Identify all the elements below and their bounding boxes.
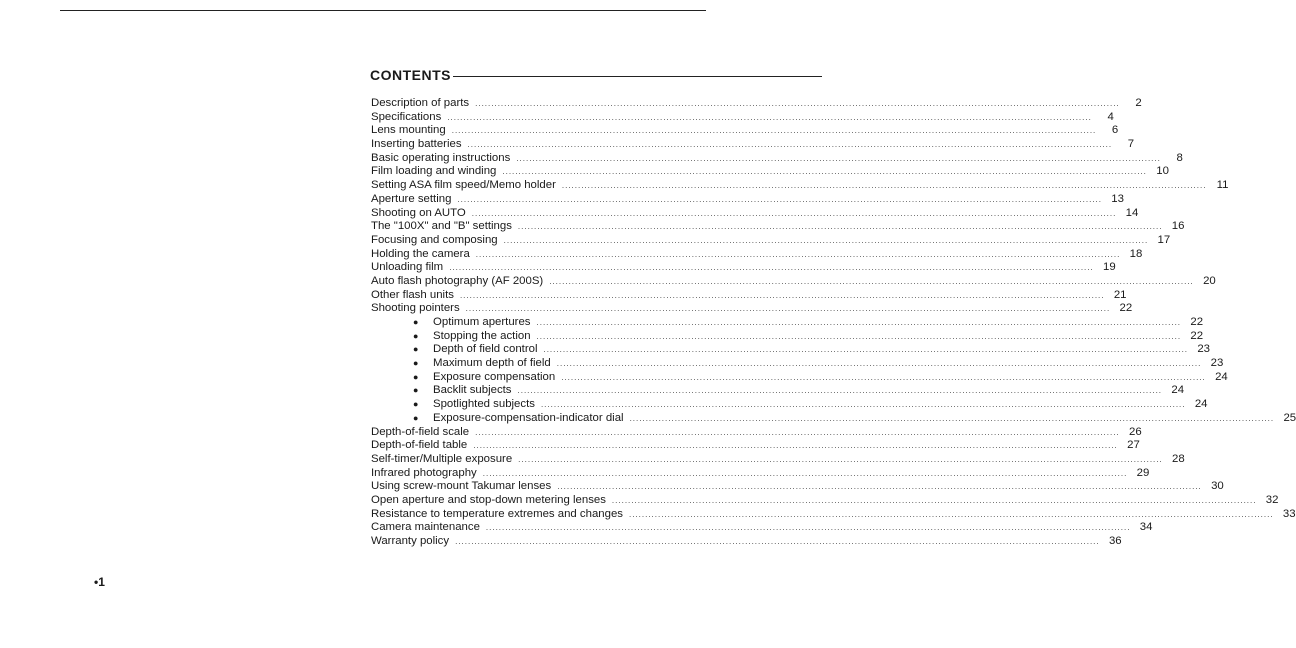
contents-heading-row — [370, 67, 822, 83]
toc-entry — [371, 151, 1183, 166]
toc-entry — [371, 124, 1119, 138]
toc-page-number: 7 — [1127, 138, 1135, 151]
dot-leader: ........................................................................................................................................................................................................ — [517, 222, 1163, 232]
toc-entry — [371, 274, 1216, 289]
toc-entry-title: Depth-of-field table — [371, 439, 468, 452]
toc-entry — [371, 288, 1127, 303]
toc-page-number: 36 — [1108, 535, 1122, 547]
toc-entry — [371, 206, 1139, 221]
toc-entry — [371, 425, 1142, 440]
toc-page-number: 22 — [1119, 302, 1133, 315]
dot-leader: ........................................................................................................................................................................................................ — [557, 482, 1202, 492]
dot-leader: ........................................................................................................................................................................................................ — [540, 400, 1186, 410]
toc-page-number: 2 — [1135, 97, 1142, 109]
toc-entry — [371, 192, 1124, 207]
toc-entry — [371, 138, 1135, 152]
dot-leader: ........................................................................................................................................................................................................ — [502, 167, 1147, 177]
toc-page-number: 6 — [1111, 124, 1119, 137]
dot-leader: ........................................................................................................................................................................................................ — [465, 304, 1111, 314]
toc-sub-entry — [371, 411, 1296, 426]
dot-leader: ........................................................................................................................................................................................................ — [543, 345, 1189, 355]
toc-entry — [371, 233, 1171, 248]
dot-leader: ........................................................................................................................................................................................................ — [459, 290, 1105, 300]
toc-entry-title: The "100X" and "B" settings — [371, 220, 512, 233]
toc-sub-entry — [371, 329, 1204, 344]
toc-page-number: 26 — [1129, 425, 1142, 438]
toc-entry-title: Auto flash photography (AF 200S) — [371, 274, 544, 287]
toc-entry-title: Depth of field control — [433, 343, 538, 356]
toc-page-number: 21 — [1113, 288, 1127, 301]
toc-entry-title: Spotlighted subjects — [433, 398, 535, 411]
dot-leader: ........................................................................................................................................................................................................ — [536, 318, 1182, 327]
dot-leader: ........................................................................................................................................................................................................ — [549, 276, 1194, 286]
bullet-icon: ● — [413, 344, 419, 355]
toc-entry — [371, 439, 1140, 453]
toc-entry — [371, 452, 1185, 467]
toc-sub-entry — [371, 357, 1224, 371]
toc-entry — [371, 493, 1279, 508]
toc-page-number: 18 — [1129, 247, 1143, 260]
contents-heading: CONTENTS — [370, 67, 451, 83]
toc-entry — [371, 302, 1133, 316]
toc-entry-title: Infrared photography — [371, 466, 477, 479]
dot-leader: ........................................................................................................................................................................................................ — [451, 126, 1097, 136]
dot-leader: ........................................................................................................................................................................................................ — [517, 386, 1163, 396]
toc-entry-title: Inserting batteries — [371, 138, 462, 151]
toc-entry-title: Using screw-mount Takumar lenses — [371, 480, 552, 493]
table-of-contents — [371, 97, 1296, 549]
toc-entry-title: Shooting on AUTO — [371, 206, 466, 219]
toc-entry — [371, 179, 1229, 193]
toc-page-number: 30 — [1211, 480, 1224, 493]
dot-leader: ........................................................................................................................................................................................................ — [503, 235, 1149, 245]
dot-leader: ........................................................................................................................................................................................................ — [561, 372, 1206, 382]
bullet-icon: ● — [413, 399, 419, 410]
toc-entry — [371, 466, 1150, 481]
dot-leader: ........................................................................................................................................................................................................ — [473, 441, 1118, 451]
dot-leader: ........................................................................................................................................................................................................ — [471, 208, 1117, 218]
toc-page-number: 10 — [1156, 165, 1169, 178]
toc-entry-title: Open aperture and stop-down metering lenses — [371, 493, 606, 506]
toc-entry-title: Depth-of-field scale — [371, 425, 470, 438]
toc-entry-title: Film loading and winding — [371, 165, 497, 178]
dot-leader: ........................................................................................................................................................................................................ — [611, 495, 1257, 505]
dot-leader: ........................................................................................................................................................................................................ — [556, 359, 1202, 369]
toc-page-number: 22 — [1190, 329, 1204, 342]
dot-leader: ........................................................................................................................................................................................................ — [516, 153, 1161, 163]
toc-entry-title: Camera maintenance — [371, 521, 480, 534]
dot-leader: ........................................................................................................................................................................................................ — [475, 427, 1120, 437]
dot-leader: ........................................................................................................................................................................................................ — [518, 454, 1163, 464]
dot-leader: ........................................................................................................................................................................................................ — [485, 523, 1131, 533]
toc-entry — [371, 521, 1153, 535]
dot-leader: ........................................................................................................................................................................................................ — [629, 413, 1275, 423]
toc-page-number: 13 — [1111, 192, 1124, 205]
toc-entry-title: Description of parts — [371, 97, 470, 109]
toc-page-number: 14 — [1125, 206, 1139, 219]
toc-entry-title: Unloading film — [371, 261, 444, 274]
toc-entry-title: Stopping the action — [433, 329, 531, 342]
dot-leader: ........................................................................................................................................................................................................ — [449, 263, 1094, 273]
toc-page-number: 22 — [1190, 316, 1204, 328]
toc-page-number: 20 — [1203, 274, 1216, 287]
bullet-icon: ● — [413, 358, 419, 369]
toc-page-number: 34 — [1139, 521, 1153, 534]
toc-entry-title: Basic operating instructions — [371, 151, 511, 164]
toc-entry — [371, 165, 1169, 179]
toc-entry-title: Shooting pointers — [371, 302, 460, 315]
bullet-icon: ● — [413, 412, 419, 423]
toc-entry — [371, 261, 1116, 275]
bullet-icon: ● — [413, 330, 419, 341]
dot-leader: ........................................................................................................................................................................................................ — [561, 181, 1207, 191]
toc-sub-entry — [371, 370, 1228, 385]
toc-page-number: 16 — [1171, 220, 1185, 233]
toc-entry-title: Optimum apertures — [433, 316, 531, 328]
toc-page-number: 24 — [1215, 370, 1228, 383]
top-rule — [60, 10, 706, 11]
dot-leader: ........................................................................................................................................................................................................ — [482, 468, 1128, 478]
toc-entry-title: Backlit subjects — [433, 384, 512, 397]
toc-page-number: 32 — [1265, 493, 1279, 506]
toc-sub-entry — [371, 384, 1185, 398]
toc-entry-title: Lens mounting — [371, 124, 446, 137]
bullet-icon: ● — [413, 371, 419, 382]
toc-entry-title: Exposure-compensation-indicator dial — [433, 411, 624, 424]
dot-leader: ........................................................................................................................................................................................................ — [457, 194, 1102, 204]
toc-page-number: 11 — [1216, 179, 1229, 192]
toc-page-number: 33 — [1282, 507, 1296, 520]
toc-entry-title: Maximum depth of field — [433, 357, 551, 370]
toc-page-number: 25 — [1283, 411, 1296, 424]
toc-entry — [371, 480, 1224, 494]
toc-entry — [371, 220, 1185, 234]
toc-entry-title: Self-timer/Multiple exposure — [371, 452, 513, 465]
toc-page-number: 17 — [1157, 233, 1171, 246]
toc-page-number: 4 — [1107, 110, 1114, 123]
toc-page-number: 23 — [1197, 343, 1211, 356]
dot-leader: ........................................................................................................................................................................................................ — [447, 112, 1092, 122]
bullet-icon: ● — [413, 317, 419, 327]
toc-page-number: 23 — [1210, 357, 1224, 370]
dot-leader: ........................................................................................................................................................................................................ — [536, 331, 1182, 341]
toc-sub-entry — [371, 316, 1204, 330]
toc-entry-title: Exposure compensation — [433, 370, 556, 383]
toc-sub-entry — [371, 398, 1208, 412]
dot-leader: ........................................................................................................................................................................................................ — [629, 509, 1274, 519]
toc-entry — [371, 97, 1142, 111]
page-folio: •1 — [94, 575, 105, 589]
toc-entry-title: Aperture setting — [371, 192, 452, 205]
toc-entry-title: Holding the camera — [371, 247, 470, 260]
toc-page-number: 24 — [1171, 384, 1185, 397]
bullet-icon: ● — [413, 385, 419, 396]
heading-rule — [453, 76, 822, 77]
toc-entry — [371, 535, 1122, 549]
toc-entry-title: Setting ASA film speed/Memo holder — [371, 179, 556, 192]
toc-page-number: 8 — [1176, 151, 1183, 164]
dot-leader: ........................................................................................................................................................................................................ — [475, 99, 1120, 108]
toc-entry — [371, 110, 1114, 125]
toc-entry-title: Specifications — [371, 110, 442, 123]
dot-leader: ........................................................................................................................................................................................................ — [475, 249, 1121, 259]
toc-entry — [371, 247, 1143, 262]
dot-leader: ........................................................................................................................................................................................................ — [467, 140, 1113, 150]
toc-entry-title: Other flash units — [371, 288, 454, 301]
toc-page-number: 29 — [1136, 466, 1150, 479]
toc-page-number: 27 — [1127, 439, 1140, 452]
dot-leader: ........................................................................................................................................................................................................ — [455, 537, 1100, 546]
toc-page-number: 19 — [1103, 261, 1116, 274]
toc-entry — [371, 507, 1296, 522]
toc-entry-title: Focusing and composing — [371, 233, 498, 246]
toc-sub-entry — [371, 343, 1211, 357]
toc-entry-title: Warranty policy — [371, 535, 450, 547]
toc-page-number: 24 — [1194, 398, 1208, 411]
toc-entry-title: Resistance to temperature extremes and changes — [371, 507, 623, 520]
toc-page-number: 28 — [1172, 452, 1185, 465]
